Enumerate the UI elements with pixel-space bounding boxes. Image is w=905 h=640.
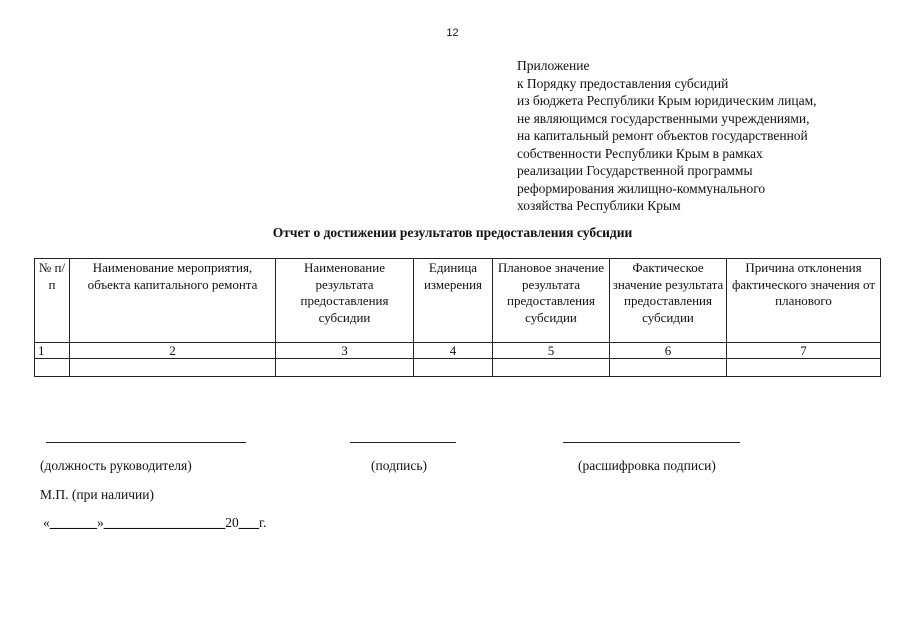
page-number: 12 <box>446 27 459 39</box>
empty-cell <box>276 359 414 377</box>
table-row-column-numbers <box>35 343 881 359</box>
header-deviation-reason: Причина отклонения фактического значения от планового <box>727 259 881 343</box>
report-title: Отчет о достижении результатов предоставления субсидии <box>272 225 633 240</box>
appendix-line: из бюджета Республики Крым юридическим лицам, <box>517 93 817 108</box>
column-number-cell: 6 <box>610 343 727 359</box>
date-year-prefix: 20 <box>225 515 239 530</box>
header-result-name: Наименование результата предоставления субсидии <box>276 259 414 343</box>
header-number: № п/п <box>35 259 70 343</box>
appendix-line: на капитальный ремонт объектов государственной <box>517 128 808 143</box>
position-signature-line <box>46 442 246 443</box>
appendix-line: реформирования жилищно-коммунального <box>517 180 766 196</box>
report-table <box>34 258 881 377</box>
column-number-cell: 7 <box>727 343 881 359</box>
column-number-cell: 5 <box>493 343 610 359</box>
empty-cell <box>35 359 70 377</box>
empty-cell <box>70 359 276 377</box>
empty-cell <box>727 359 881 377</box>
date-day-blank: _______ <box>49 515 97 530</box>
appendix-line: хозяйства Республики Крым <box>517 198 681 213</box>
column-number-cell: 1 <box>35 343 70 359</box>
stamp-note: М.П. (при наличии) <box>40 487 154 502</box>
header-unit: Единица измерения <box>414 259 493 343</box>
column-number-cell: 2 <box>70 343 276 359</box>
empty-cell <box>610 359 727 377</box>
decryption-signature-line <box>563 442 740 443</box>
date-month-blank: __________________ <box>103 515 226 530</box>
signature-label: (подпись) <box>371 458 428 473</box>
column-number-cell: 4 <box>414 343 493 359</box>
header-event-name: Наименование мероприятия, объекта капитального ремонта <box>70 259 276 343</box>
header-actual-value: Фактическое значение результата предоставления субсидии <box>610 259 727 343</box>
appendix-line: реализации Государственной программы <box>517 163 753 178</box>
appendix-line: собственности Республики Крым в рамках <box>517 145 763 161</box>
decryption-label: (расшифровка подписи) <box>578 458 716 473</box>
appendix-line: не являющимся государственными учреждениями, <box>517 110 810 126</box>
empty-cell <box>493 359 610 377</box>
appendix-line: к Порядку предоставления субсидий <box>517 75 729 91</box>
appendix-line: Приложение <box>517 58 590 73</box>
date-year-blank: ___ <box>238 515 259 530</box>
signature-line <box>350 442 456 443</box>
header-planned-value: Плановое значение результата предоставления субсидии <box>493 259 610 343</box>
column-number-cell: 3 <box>276 343 414 359</box>
appendix-block <box>517 57 887 215</box>
empty-cell <box>414 359 493 377</box>
date-line <box>43 515 266 531</box>
date-close-quote: » <box>97 515 104 530</box>
position-label: (должность руководителя) <box>40 458 192 473</box>
date-suffix: г. <box>259 515 267 530</box>
date-open-quote: « <box>43 515 50 530</box>
table-row-empty <box>35 359 881 377</box>
table-header-row <box>35 259 881 343</box>
